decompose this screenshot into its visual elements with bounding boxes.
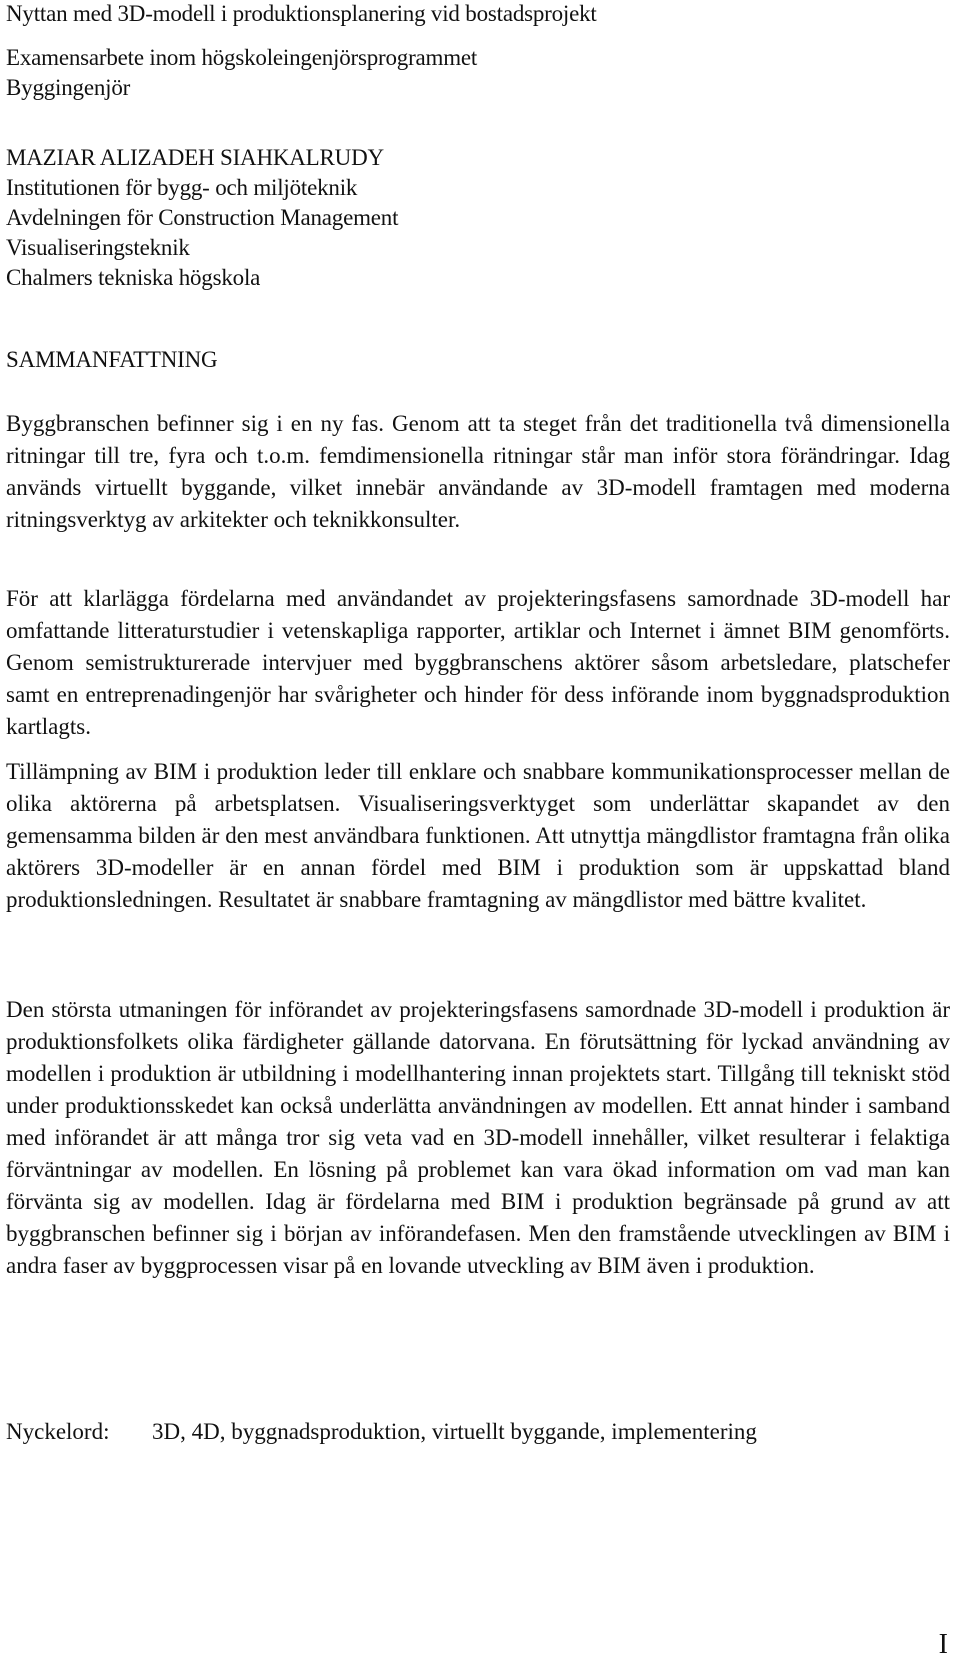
keywords-label: Nyckelord: (6, 1419, 110, 1444)
thesis-title: Nyttan med 3D-modell i produktionsplanering vid bostadsprojekt (6, 1, 597, 26)
author-name: MAZIAR ALIZADEH SIAHKALRUDY (6, 145, 384, 170)
abstract-paragraph-text: Tillämpning av BIM i produktion leder till enklare och snabbare kommunikationsprocesser mellan de olika aktörerna på arbetsplatsen. Visualiseringsverktyget som underlättar skapandet av den gemensamma bilden är den mest användbara funktionen. Att utnyttja mängdlistor framtagna från olika aktörers 3D-modeller är en annan fördel med BIM i produktion som är uppskattad bland produktionsledningen. Resultatet är snabbare framtagning av mängdlistor med bättre kvalitet. (6, 759, 950, 912)
thesis-subtitle: Examensarbete inom högskoleingenjörsprogrammet (6, 45, 478, 70)
abstract-paragraph (6, 408, 950, 536)
abstract-paragraph-text: För att klarlägga fördelarna med användandet av projekteringsfasens samordnade 3D-modell har omfattande litteraturstudier i vetenskapliga rapporter, artiklar och Internet i ämnet BIM genomförts. Genom semistrukturerade intervjuer med byggbranschens aktörer såsom arbetsledare, platschefer samt en entreprenadingenjör har svårigheter och hinder för dess införande inom byggnadsproduktion kartlagts. (6, 586, 950, 739)
program-name: Byggingenjör (6, 75, 131, 100)
department-name: Institutionen för bygg- och miljöteknik (6, 175, 358, 200)
keywords-line (6, 1418, 757, 1446)
abstract-paragraph (6, 756, 950, 916)
research-group: Visualiseringsteknik (6, 235, 190, 260)
university-name: Chalmers tekniska högskola (6, 265, 261, 290)
keywords-value: 3D, 4D, byggnadsproduktion, virtuellt byggande, implementering (152, 1419, 757, 1444)
abstract-paragraph (6, 994, 950, 1282)
abstract-paragraph (6, 583, 950, 743)
abstract-paragraph-text: Byggbranschen befinner sig i en ny fas. Genom att ta steget från det traditionella två dimensionella ritningar till tre, fyra och t.o.m. femdimensionella ritningar står man inför stora förändringar. Idag används virtuellt byggande, vilket innebär användande av 3D-modell framtagen med moderna ritningsverktyg av arkitekter och teknikkonsulter. (6, 411, 950, 532)
page-number: I (938, 1629, 948, 1660)
division-name: Avdelningen för Construction Management (6, 205, 399, 230)
abstract-heading: SAMMANFATTNING (6, 347, 218, 372)
abstract-paragraph-text: Den största utmaningen för införandet av projekteringsfasens samordnade 3D-modell i produktion är produktionsfolkets olika färdigheter gällande datorvana. En förutsättning för lyckad användning av modellen i produktion är utbildning i modellhantering innan projektets start. Tillgång till tekniskt stöd under produktionsskedet kan också underlätta användningen av modellen. Ett annat hinder i samband med införandet är att många tror sig veta vad en 3D-modell innehåller, vilket resulterar i felaktiga förväntningar av modellen. En lösning på problemet kan vara ökad information om vad man kan förvänta sig av modellen. Idag är fördelarna med BIM i produktion begränsade på grund av att byggbranschen befinner sig i början av införandefasen. Men den framstående utvecklingen av BIM i andra faser av byggprocessen visar på en lovande utveckling av BIM även i produktion. (6, 997, 950, 1278)
